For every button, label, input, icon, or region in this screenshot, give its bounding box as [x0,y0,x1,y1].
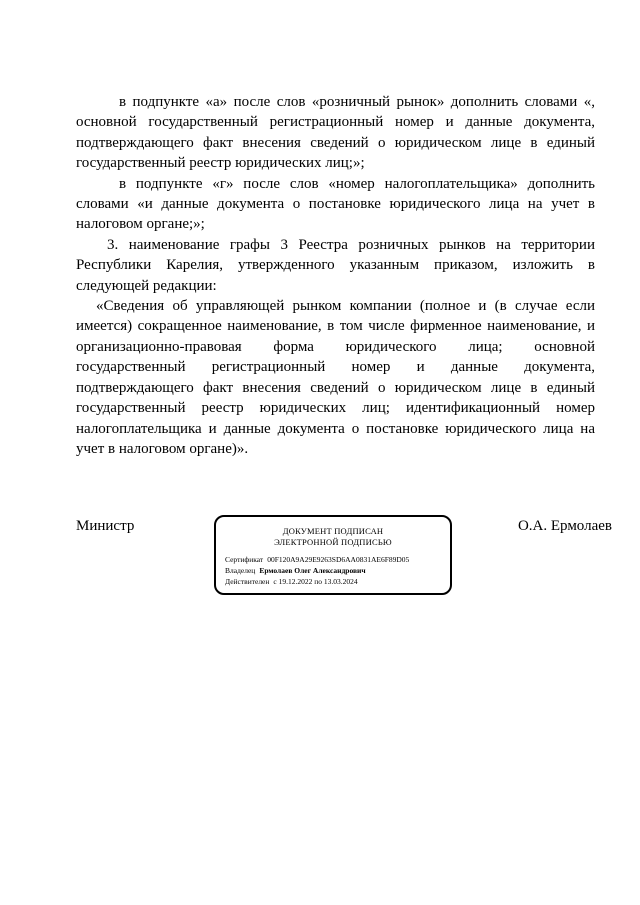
stamp-title-line-2: ЭЛЕКТРОННОЙ ПОДПИСЬЮ [274,537,392,547]
stamp-owner-label: Владелец [225,566,256,575]
stamp-certificate-label: Сертификат [225,555,264,564]
stamp-validity-value: с 19.12.2022 по 13.03.2024 [273,577,358,586]
stamp-owner-value: Ермолаев Олег Александрович [259,566,366,575]
paragraph-new-wording: «Сведения об управляющей рынком компании (полное и (в случае если имеется) сокращенное наименование, в том числе фирменное наименование, и организационно-правовая форма юридического лица; основной государственный регистрационный номер и данные документа, подтверждающего факт внесения сведений о юридическом лице в единый государственный реестр юридических лиц; идентификационный номер налогоплательщика и данные документа о постановке юридического лица на учет в налоговом органе)». [76,298,595,457]
paragraph-subpoint-g: в подпункте «г» после слов «номер налогоплательщика» дополнить словами «и данные документа о постановке юридического лица на учет в налоговом органе;»; [76,175,595,233]
stamp-validity-label: Действителен [225,577,270,586]
paragraph-item-3: 3. наименование графы 3 Реестра розничных рынков на территории Республики Карелия, утвержденного указанным приказом, изложить в следующей редакции: [76,236,595,294]
electronic-signature-stamp [214,515,452,595]
stamp-owner [225,565,450,576]
paragraph-subpoint-a: в подпункте «а» после слов «розничный рынок» дополнить словами «, основной государственный регистрационный номер и данные документа, подтверждающего факт внесения сведений о юридическом лице в единый государственный реестр юридических лиц;»; [76,94,595,172]
stamp-certificate [225,554,450,565]
stamp-validity [225,576,450,587]
stamp-title-line-1: ДОКУМЕНТ ПОДПИСАН [282,526,384,536]
signatory-name: О.А. Ермолаев [517,518,612,534]
stamp-title [216,526,450,548]
document-body [76,92,595,459]
signatory-position: Министр [76,518,135,534]
stamp-certificate-value: 00F120A9A29E9263SD6AA0831AE6F89D05 [267,555,410,564]
